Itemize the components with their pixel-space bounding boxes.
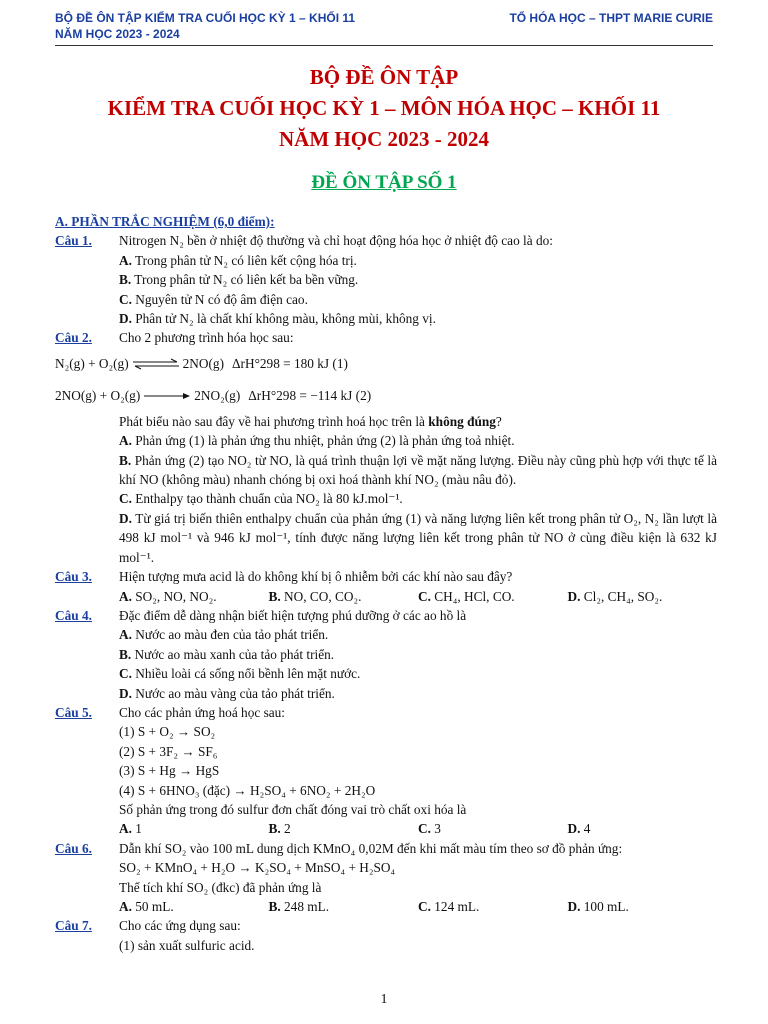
option-c: C. CH₄, HCl, CO. — [418, 588, 515, 604]
question-1 — [55, 231, 717, 250]
question-3 — [55, 567, 717, 586]
doc-title-line1: BỘ ĐỀ ÔN TẬP — [309, 65, 459, 89]
question-stem: Thể tích khí SO₂ (đkc) đã phản ứng là — [119, 879, 322, 895]
option-a: A. 1 — [119, 821, 142, 837]
page-header — [55, 10, 713, 42]
question-text: Dẫn khí SO₂ vào 100 mL dung dịch KMnO₄ 0,02M đến khi mất màu tím theo sơ đồ phản ứng: — [119, 840, 623, 856]
question-number: Câu 2. — [55, 330, 92, 346]
reaction-arrow-icon — [142, 391, 192, 401]
option-a: A. Nước ao màu đen của tảo phát triển. — [119, 627, 329, 643]
option-a: A. 50 mL. — [119, 899, 174, 914]
question-number: Câu 6. — [55, 840, 92, 856]
option-c: C. Enthalpy tạo thành chuẩn của NO₂ là 80 kJ.mol⁻¹. — [119, 491, 403, 507]
reaction-2: (2) S + 3F₂ → SF₆ — [119, 743, 218, 759]
option-b: B. 248 mL. — [268, 899, 330, 914]
reaction-1: (1) S + O₂ → SO₂ — [119, 724, 216, 740]
header-department: TỔ HÓA HỌC – THPT MARIE CURIE — [509, 11, 713, 25]
question-stem: Phát biểu nào sau đây về hai phương trình hoá học trên là không đúng? — [119, 413, 502, 429]
application-1: (1) sản xuất sulfuric acid. — [119, 937, 255, 953]
exam-subtitle: ĐỀ ÔN TẬP SỐ 1 — [311, 172, 457, 193]
question-number: Câu 1. — [55, 233, 92, 249]
options-row — [55, 897, 717, 916]
header-school-year: NĂM HỌC 2023 - 2024 — [55, 27, 180, 41]
question-number: Câu 4. — [55, 607, 92, 623]
header-divider — [55, 45, 713, 46]
question-7 — [55, 916, 717, 935]
question-text: Hiện tượng mưa acid là do không khí bị ô nhiễm bởi các khí nào sau đây? — [119, 569, 513, 585]
question-text: Cho các phản ứng hoá học sau: — [119, 704, 285, 720]
question-number: Câu 7. — [55, 918, 92, 934]
option-a: A. SO₂, NO, NO₂. — [119, 588, 217, 604]
option-b: B. 2 — [268, 821, 291, 837]
options-row — [55, 587, 717, 606]
section-heading: A. PHẦN TRẮC NGHIỆM (6,0 điểm): — [55, 214, 275, 229]
question-number: Câu 5. — [55, 704, 92, 720]
question-5 — [55, 703, 717, 722]
option-d: D. 4 — [567, 821, 591, 837]
equilibrium-arrow-icon — [131, 358, 181, 370]
option-b: B. NO, CO, CO₂. — [268, 588, 362, 604]
option-d: D. Phân tử N₂ là chất khí không màu, không mùi, không vị. — [119, 311, 436, 327]
options-row — [55, 819, 717, 838]
option-c: C. 3 — [418, 821, 441, 837]
doc-title-line2: KIỂM TRA CUỐI HỌC KỲ 1 – MÔN HÓA HỌC – KHỐI 11 — [107, 96, 661, 120]
exam-content — [55, 212, 717, 955]
option-b: B. Trong phân tử N₂ có liên kết ba bền vững. — [119, 272, 359, 288]
question-text: Cho 2 phương trình hóa học sau: — [119, 330, 294, 346]
option-b: B. Nước ao màu xanh của tảo phát triển. — [119, 646, 335, 662]
equation-1: N₂(g) + O₂(g) 2NO(g) ΔrH°298 = 180 kJ (1) — [55, 356, 348, 372]
doc-title-line3: NĂM HỌC 2023 - 2024 — [279, 127, 489, 151]
option-d: D. Từ giá trị biến thiên enthalpy chuẩn của phản ứng (1) và năng lượng liên kết trong phân tử O₂, N₂ lần lượt là 498 kJ mol⁻¹ và 946 kJ mol⁻¹, tính được năng lượng liên kết trong phân tử NO ở cùng điều kiện là 632 kJ mol⁻¹. — [119, 510, 717, 565]
option-c: C. 124 mL. — [418, 899, 480, 914]
reaction-3: (3) S + Hg → HgS — [119, 763, 220, 779]
option-d: D. Cl₂, CH₄, SO₂. — [567, 588, 663, 604]
equation-2: 2NO(g) + O₂(g) 2NO₂(g) ΔrH°298 = −114 kJ (2) — [55, 388, 372, 404]
option-a: A. Phản ứng (1) là phản ứng thu nhiệt, phản ứng (2) là phản ứng toả nhiệt. — [119, 433, 515, 449]
question-number: Câu 3. — [55, 569, 92, 585]
header-exam-title: BỘ ĐỀ ÔN TẬP KIỂM TRA CUỐI HỌC KỲ 1 – KHỐI 11 — [55, 11, 356, 25]
question-2 — [55, 328, 717, 347]
option-d: D. 100 mL. — [567, 899, 629, 914]
option-c: C. Nguyên tử N có độ âm điện cao. — [119, 291, 308, 307]
option-c: C. Nhiều loài cá sống nổi bềnh lên mặt nước. — [119, 666, 361, 682]
page-number: 1 — [380, 992, 388, 1007]
question-text: Cho các ứng dụng sau: — [119, 918, 241, 934]
option-a: A. Trong phân tử N₂ có liên kết cộng hóa trị. — [119, 252, 357, 268]
question-text: Đặc điểm dễ dàng nhận biết hiện tượng phú dưỡng ở các ao hồ là — [119, 607, 467, 623]
question-4 — [55, 606, 717, 625]
question-stem: Số phản ứng trong đó sulfur đơn chất đóng vai trò chất oxi hóa là — [119, 801, 467, 817]
option-d: D. Nước ao màu vàng của tảo phát triển. — [119, 685, 335, 701]
reaction-scheme: SO₂ + KMnO₄ + H₂O → K₂SO₄ + MnSO₄ + H₂SO₄ — [119, 860, 396, 876]
question-6 — [55, 839, 717, 858]
option-b: B. Phản ứng (2) tạo NO₂ từ NO, là quá trình thuận lợi về mặt năng lượng. Điều này cũng phù hợp với thực tế là khí NO (không màu) nhanh chóng bị oxi hoá thành khí NO₂ (màu nâu đỏ). — [119, 452, 718, 488]
reaction-4: (4) S + 6HNO₃ (đặc) → H₂SO₄ + 6NO₂ + 2H₂O — [119, 782, 376, 798]
question-text: Nitrogen N₂ bền ở nhiệt độ thường và chỉ hoạt động hóa học ở nhiệt độ cao là do: — [119, 233, 553, 249]
